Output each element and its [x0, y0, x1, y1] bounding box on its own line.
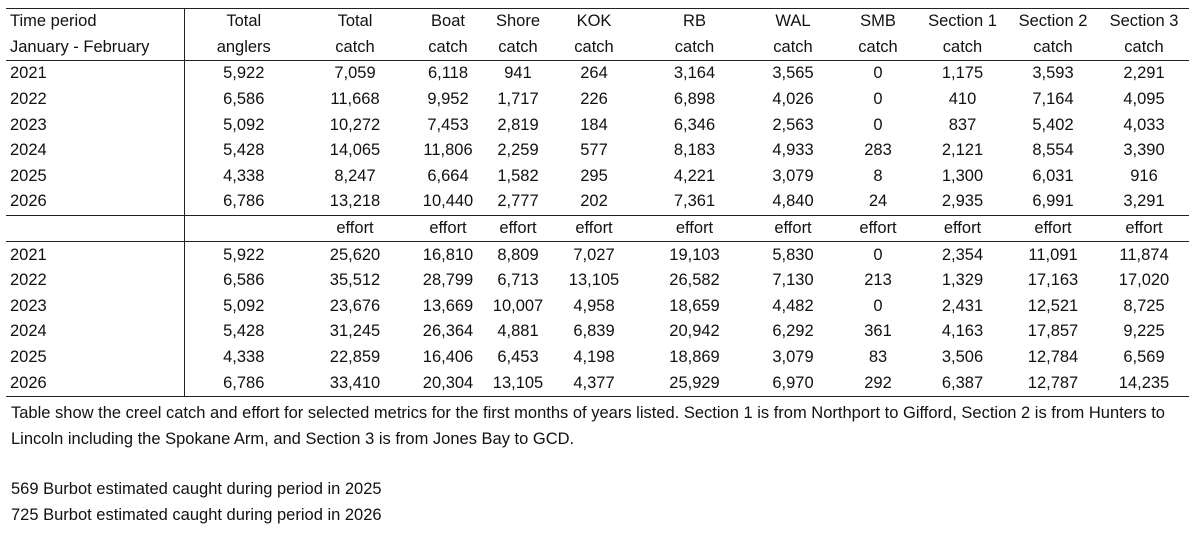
effort-header-row [6, 215, 1189, 242]
table-cell [184, 215, 303, 242]
table-cell: 2,819 [497, 115, 539, 134]
table-cell: WAL [748, 9, 838, 35]
table-cell: 941 [504, 64, 532, 83]
table-cell: catch [489, 35, 547, 61]
table-cell: Section 3 [1099, 9, 1189, 35]
row-label-cell: 2024 [6, 319, 184, 345]
table-cell: Shore [489, 9, 547, 35]
table-cell: KOK [547, 9, 641, 35]
table-cell: 916 [1130, 166, 1158, 185]
table-cell: 33,410 [303, 370, 407, 396]
header-row [6, 35, 1189, 61]
table-cell: 6,346 [673, 115, 716, 134]
table-cell: anglers [184, 35, 303, 61]
table-cell: 5,092 [223, 115, 265, 134]
table-cell: 213 [864, 271, 892, 290]
table-cell: 6,453 [497, 348, 539, 367]
table-cell: 6,898 [673, 90, 716, 109]
effort-row [6, 345, 1189, 371]
catch-row [6, 112, 1189, 138]
table-cell: 16,810 [422, 245, 474, 264]
effort-row [6, 294, 1189, 320]
table-cell: 11,091 [1028, 245, 1078, 264]
table-cell: 31,245 [329, 322, 381, 341]
table-cell: 8,554 [1032, 141, 1074, 160]
table-cell: 8,183 [673, 141, 716, 160]
table-cell: 9,952 [427, 90, 469, 109]
table-cell: 6,387 [918, 370, 1007, 396]
table-cell: 24 [868, 192, 888, 211]
table-cell: effort [407, 215, 489, 242]
table-cell: 4,033 [1123, 115, 1165, 134]
table-cell: effort [918, 215, 1007, 242]
row-label-cell: 2023 [6, 112, 184, 138]
table-cell: effort [1007, 215, 1099, 242]
table-cell: 4,840 [772, 192, 814, 211]
table-cell: 1,717 [497, 90, 539, 109]
row-label-cell: Time period [6, 9, 184, 35]
table-cell: 1,582 [497, 166, 539, 185]
table-cell: 6,292 [772, 322, 814, 341]
table-cell: effort [1099, 215, 1189, 242]
table-cell: 13,218 [329, 192, 381, 211]
table-cell: effort [547, 215, 641, 242]
table-cell: 25,929 [641, 370, 748, 396]
table-cell: 14,065 [329, 141, 381, 160]
table-cell: RB [641, 9, 748, 35]
table-cell: 17,857 [1027, 322, 1079, 341]
effort-row [6, 268, 1189, 294]
row-label-cell: 2021 [6, 61, 184, 87]
table-cell: 1,329 [941, 271, 984, 290]
table-cell: 837 [948, 115, 977, 134]
effort-row [6, 242, 1189, 268]
table-cell: 5,922 [223, 245, 265, 264]
table-cell: 19,103 [669, 245, 720, 264]
table-cell: 0 [873, 296, 883, 315]
table-cell: catch [918, 35, 1007, 61]
table-cell: 292 [838, 370, 918, 396]
table-cell: catch [1007, 35, 1099, 61]
table-cell: 4,377 [547, 370, 641, 396]
table-cell: 6,031 [1032, 166, 1074, 185]
row-label-cell [6, 215, 184, 242]
table-cell: catch [303, 35, 407, 61]
table-cell: 4,198 [573, 348, 615, 367]
table-cell: 5,428 [223, 322, 265, 341]
table-cell: 2,121 [941, 141, 984, 160]
table-cell: 6,586 [223, 90, 265, 109]
table-cell: 12,521 [1027, 296, 1079, 315]
table-cell: 7,361 [673, 192, 716, 211]
table-cell: 5,092 [223, 296, 265, 315]
table-cell: 26,582 [669, 271, 720, 290]
table-cell: 4,933 [772, 141, 814, 160]
table-cell: 83 [868, 348, 888, 367]
table-cell: effort [748, 215, 838, 242]
table-cell: 3,390 [1123, 141, 1165, 160]
row-label-cell: 2024 [6, 138, 184, 164]
table-cell: 13,105 [568, 271, 620, 290]
table-cell: 7,164 [1032, 90, 1074, 109]
table-cell: 3,079 [772, 166, 814, 185]
table-cell: 12,787 [1007, 370, 1099, 396]
table-cell: 361 [864, 322, 892, 341]
catch-row [6, 189, 1189, 215]
row-label-cell: 2023 [6, 294, 184, 320]
table-cell: catch [641, 35, 748, 61]
catch-row [6, 87, 1189, 113]
row-label-cell: January - February [6, 35, 184, 61]
table-cell: 0 [873, 245, 883, 264]
table-cell: 10,007 [492, 296, 544, 315]
table-cell: 6,118 [427, 64, 469, 83]
table-cell: 4,338 [223, 166, 265, 185]
row-label-cell: 2022 [6, 268, 184, 294]
table-cell: 3,565 [772, 64, 814, 83]
table-cell: Total [184, 9, 303, 35]
table-cell: 0 [873, 64, 883, 83]
table-cell: 16,406 [422, 348, 474, 367]
table-cell: 11,668 [330, 90, 380, 109]
table-cell: 25,620 [329, 245, 381, 264]
table-cell: 226 [580, 90, 608, 109]
row-label-cell: 2025 [6, 345, 184, 371]
table-cell: 184 [580, 115, 608, 134]
table-cell: 35,512 [329, 271, 381, 290]
table-cell: 4,881 [497, 322, 539, 341]
table-cell: 6,713 [497, 271, 539, 290]
table-cell: 7,059 [334, 64, 376, 83]
table-cell: 6,664 [427, 166, 469, 185]
table-cell: 17,020 [1118, 271, 1170, 290]
table-cell: 4,026 [772, 90, 814, 109]
table-cell: 2,935 [941, 192, 984, 211]
row-label-cell: 2026 [6, 189, 184, 215]
row-label-cell: 2021 [6, 242, 184, 268]
table-cell: 9,225 [1123, 322, 1165, 341]
table-cell: 10,272 [329, 115, 381, 134]
row-label-cell: 2026 [6, 370, 184, 396]
table-cell: 10,440 [422, 192, 474, 211]
table-cell: 17,163 [1027, 271, 1079, 290]
table-cell: 202 [580, 192, 608, 211]
table-cell: 264 [580, 64, 608, 83]
table-cell: catch [407, 35, 489, 61]
table-cell: 0 [873, 115, 883, 134]
table-cell: 3,079 [772, 348, 814, 367]
table-cell: Boat [407, 9, 489, 35]
table-cell: 2,354 [941, 245, 984, 264]
table-cell: 6,839 [573, 322, 615, 341]
table-cell: 2,259 [497, 141, 539, 160]
table-cell: 18,869 [669, 348, 720, 367]
table-cell: 7,453 [427, 115, 469, 134]
table-cell: catch [748, 35, 838, 61]
table-cell: 13,669 [422, 296, 474, 315]
table-cell: 5,922 [223, 64, 265, 83]
table-cell: 6,786 [184, 370, 303, 396]
table-cell: Section 1 [918, 9, 1007, 35]
table-cell: catch [838, 35, 918, 61]
table-caption: Table show the creel catch and effort for selected metrics for the first months of years listed. Section 1 is from Northport to Gifford, Section 2 is from Hunters to Lincoln including the Spokane Arm, and Section 3 is from Jones Bay to GCD. [11, 404, 1165, 448]
table-cell: 6,786 [223, 192, 265, 211]
table-cell: effort [489, 215, 547, 242]
table-cell: 410 [948, 90, 977, 109]
burbot-note-2025: 569 Burbot estimated caught during period in 2025 [11, 480, 382, 498]
table-cell: 7,130 [772, 271, 814, 290]
table-cell: 20,304 [407, 370, 489, 396]
table-cell: 3,164 [673, 64, 716, 83]
table-cell: 4,482 [772, 296, 814, 315]
table-cell: 8,809 [497, 245, 539, 264]
table-cell: 295 [580, 166, 608, 185]
catch-row [6, 164, 1189, 190]
table-cell: 577 [580, 141, 608, 160]
table-cell: 2,563 [772, 115, 814, 134]
table-cell: 1,300 [941, 166, 984, 185]
table-cell: 1,175 [941, 64, 984, 83]
table-cell: 20,942 [669, 322, 720, 341]
table-cell: catch [547, 35, 641, 61]
table-cell: 28,799 [422, 271, 474, 290]
table-cell: 6,586 [223, 271, 265, 290]
table-cell: 6,991 [1032, 192, 1074, 211]
table-cell: effort [303, 215, 407, 242]
row-label-cell: 2025 [6, 164, 184, 190]
header-row [6, 9, 1189, 35]
table-cell: 22,859 [329, 348, 381, 367]
table-cell: 283 [864, 141, 892, 160]
catch-row [6, 138, 1189, 164]
table-cell: 12,784 [1027, 348, 1079, 367]
effort-row [6, 370, 1189, 396]
table-cell: 3,593 [1032, 64, 1074, 83]
table-cell: 26,364 [422, 322, 474, 341]
table-cell: 4,163 [941, 322, 984, 341]
table-cell: effort [641, 215, 748, 242]
table-cell: 8,725 [1123, 296, 1165, 315]
table-cell: 8,247 [334, 166, 376, 185]
table-cell: 13,105 [489, 370, 547, 396]
effort-row [6, 319, 1189, 345]
table-cell: 6,970 [748, 370, 838, 396]
table-cell: 4,958 [573, 296, 615, 315]
table-cell: Total [303, 9, 407, 35]
table-cell: 5,830 [772, 245, 814, 264]
creel-table [6, 8, 1189, 397]
table-cell: 23,676 [329, 296, 381, 315]
table-cell: 3,291 [1123, 192, 1165, 211]
table-cell: 4,338 [223, 348, 265, 367]
table-cell: 5,402 [1032, 115, 1074, 134]
table-cell: 14,235 [1099, 370, 1189, 396]
table-cell: 3,506 [941, 348, 984, 367]
table-cell: catch [1099, 35, 1189, 61]
table-cell: 4,095 [1123, 90, 1165, 109]
table-cell: SMB [838, 9, 918, 35]
table-cell: Section 2 [1007, 9, 1099, 35]
table-cell: 5,428 [223, 141, 265, 160]
row-label-cell: 2022 [6, 87, 184, 113]
table-cell: 2,777 [497, 192, 539, 211]
table-cell: 4,221 [673, 166, 716, 185]
table-cell: 11,874 [1119, 245, 1169, 264]
table-cell: 18,659 [669, 296, 720, 315]
catch-row [6, 61, 1189, 87]
table-cell: 11,806 [423, 141, 473, 160]
table-cell: 7,027 [573, 245, 615, 264]
table-cell: effort [838, 215, 918, 242]
table-cell: 2,431 [941, 296, 984, 315]
creel-table-body [6, 9, 1189, 397]
table-cell: 0 [873, 90, 883, 109]
table-cell: 2,291 [1123, 64, 1165, 83]
burbot-note-2026: 725 Burbot estimated caught during period in 2026 [11, 506, 382, 524]
table-cell: 6,569 [1123, 348, 1165, 367]
table-cell: 8 [873, 166, 883, 185]
